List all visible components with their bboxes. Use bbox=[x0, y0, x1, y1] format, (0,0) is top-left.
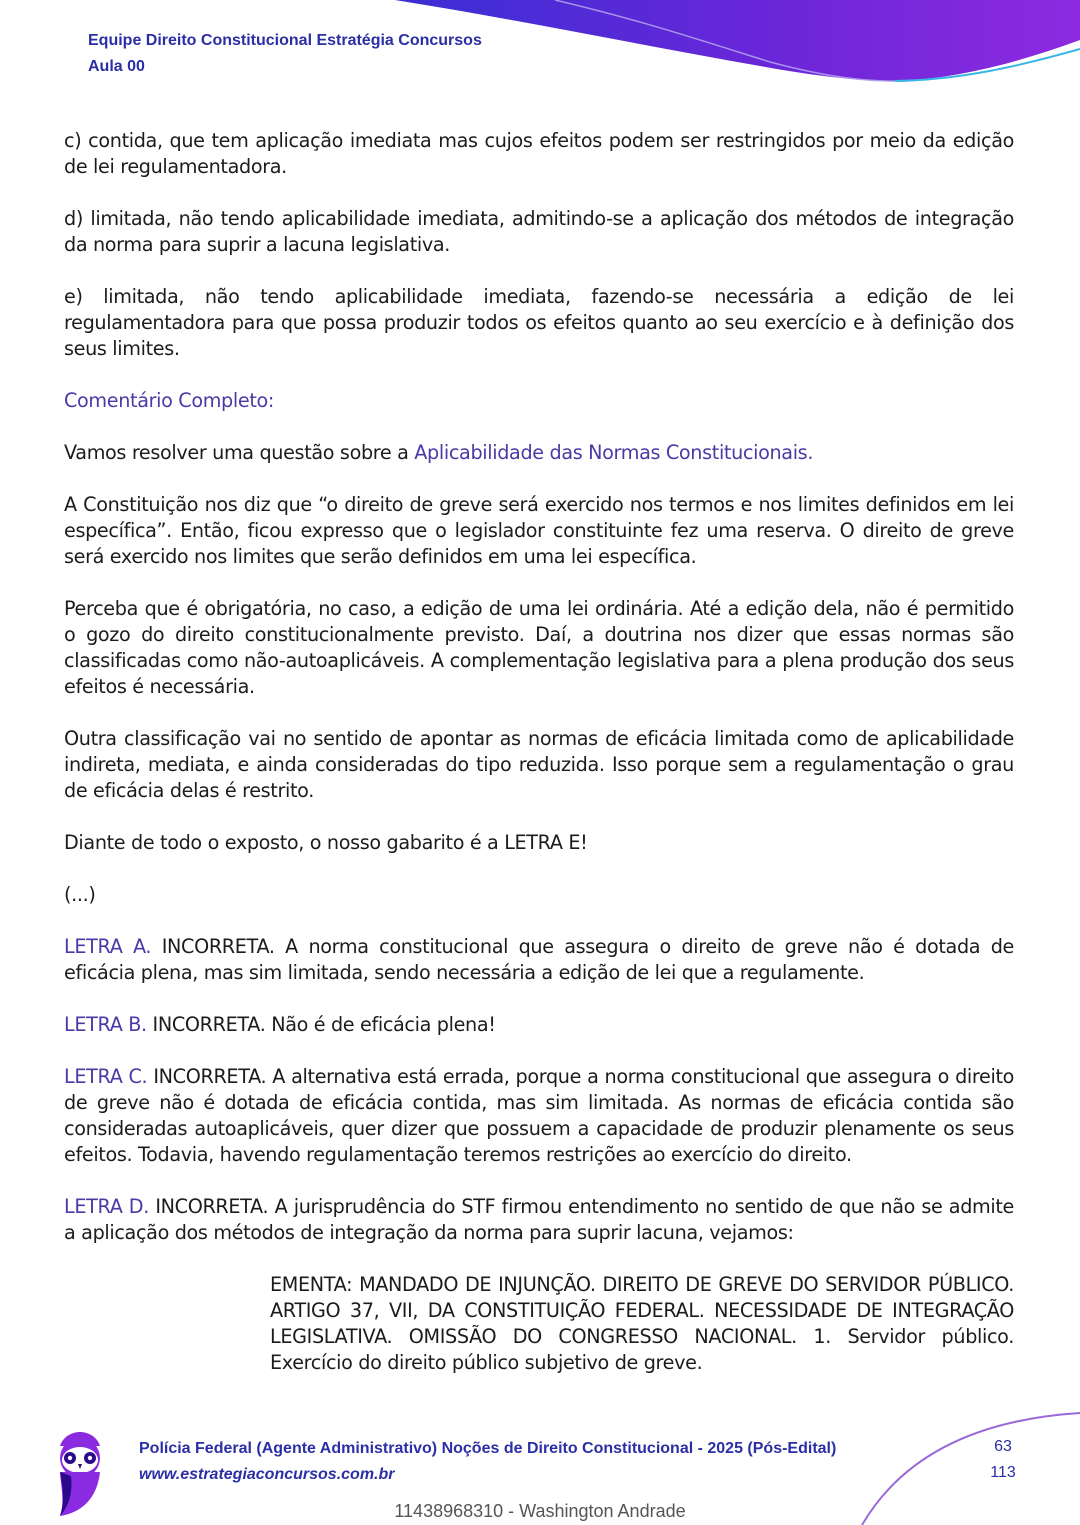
intro-paragraph bbox=[64, 440, 1014, 466]
option-d: d) limitada, não tendo aplicabilidade imediata, admitindo-se a aplicação dos métodos de integração da norma para suprir a lacuna legislativa. bbox=[64, 207, 1014, 256]
header-team-name: Equipe Direito Constitucional Estratégia Concursos bbox=[88, 32, 482, 49]
letter-c-text: INCORRETA. A alternativa está errada, porque a norma constitucional que assegura o direito de greve não é dotada de eficácia contida, mas sim limitada. As normas de eficácia contida são consideradas autoaplicáveis, quer dizer que possuem a capacidade de produzir plenamente os seus efeitos. Todavia, havendo regulamentação teremos restrições ao exercício do direito. bbox=[64, 1065, 1015, 1166]
header-lesson: Aula 00 bbox=[88, 58, 145, 75]
letter-d-explanation bbox=[64, 1194, 1014, 1246]
document-body bbox=[64, 128, 1014, 1402]
total-pages: 113 bbox=[990, 1464, 1016, 1481]
intro-prefix: Vamos resolver uma questão sobre a bbox=[64, 441, 415, 464]
letter-c-explanation bbox=[64, 1064, 1014, 1168]
paragraph-obligatory: Perceba que é obrigatória, no caso, a edição de uma lei ordinária. Até a edição dela, não é permitido o gozo do direito constitucionalmente previsto. Daí, a doutrina nos dizer que essas normas são classificadas como não-autoaplicáveis. A complementação legislativa para a plena produção dos seus efeitos é necessária. bbox=[64, 597, 1014, 698]
option-e: e) limitada, não tendo aplicabilidade imediata, fazendo-se necessária a edição de lei regulamentadora para que possa produzir todos os efeitos quanto ao seu exercício e à definição dos seus limites. bbox=[64, 285, 1014, 360]
letter-a-explanation bbox=[64, 934, 1014, 986]
page-footer bbox=[0, 1400, 1080, 1525]
option-c: c) contida, que tem aplicação imediata mas cujos efeitos podem ser restringidos por meio da edição de lei regulamentadora. bbox=[64, 129, 1014, 178]
footer-course-title: Polícia Federal (Agente Administrativo) Noções de Direito Constitucional - 2025 (Pós-Edital) bbox=[139, 1440, 837, 1457]
jurisprudence-quote: EMENTA: MANDADO DE INJUNÇÃO. DIREITO DE GREVE DO SERVIDOR PÚBLICO. ARTIGO 37, VII, DA CONSTITUIÇÃO FEDERAL. NECESSIDADE DE INTEGRAÇÃO LEGISLATIVA. OMISSÃO DO CONGRESSO NACIONAL. 1. Servidor público. Exercício do direito público subjetivo de greve. bbox=[270, 1273, 1014, 1374]
paragraph-classification: Outra classificação vai no sentido de apontar as normas de eficácia limitada como de aplicabilidade indireta, mediata, e ainda consideradas do tipo reduzida. Isso porque sem a regulamentação o grau de eficácia delas é restrito. bbox=[64, 727, 1014, 802]
letter-d-label: LETRA D. bbox=[64, 1195, 149, 1218]
letter-a-text: INCORRETA. A norma constitucional que assegura o direito de greve não é dotada de eficácia plena, mas sim limitada, sendo necessária a edição de lei que a regulamente. bbox=[64, 935, 1015, 984]
letter-b-explanation bbox=[64, 1012, 1014, 1038]
page-number: 63 bbox=[994, 1438, 1012, 1455]
letter-b-text: INCORRETA. Não é de eficácia plena! bbox=[146, 1013, 496, 1036]
user-watermark: 11438968310 - Washington Andrade bbox=[394, 1501, 686, 1521]
intro-topic: Aplicabilidade das Normas Constitucionais. bbox=[414, 441, 814, 464]
paragraph-constitution: A Constituição nos diz que “o direito de greve será exercido nos termos e nos limites definidos em lei específica”. Então, ficou expresso que o legislador constituinte fez uma reserva. O direito de greve será exercido nos limites que serão definidos em uma lei específica. bbox=[64, 493, 1014, 568]
paragraph-ellipsis: (...) bbox=[64, 883, 96, 906]
page-header bbox=[88, 28, 482, 80]
comment-heading: Comentário Completo: bbox=[64, 389, 275, 412]
letter-d-text: INCORRETA. A jurisprudência do STF firmou entendimento no sentido de que não se admite a aplicação dos métodos de integração da norma para suprir lacuna, vejamos: bbox=[64, 1195, 1014, 1244]
letter-c-label: LETRA C. bbox=[64, 1065, 148, 1088]
letter-a-label: LETRA A. bbox=[64, 935, 152, 958]
letter-b-label: LETRA B. bbox=[64, 1013, 147, 1036]
footer-website-link[interactable]: www.estrategiaconcursos.com.br bbox=[139, 1466, 395, 1483]
paragraph-answer: Diante de todo o exposto, o nosso gabarito é a LETRA E! bbox=[64, 831, 588, 854]
